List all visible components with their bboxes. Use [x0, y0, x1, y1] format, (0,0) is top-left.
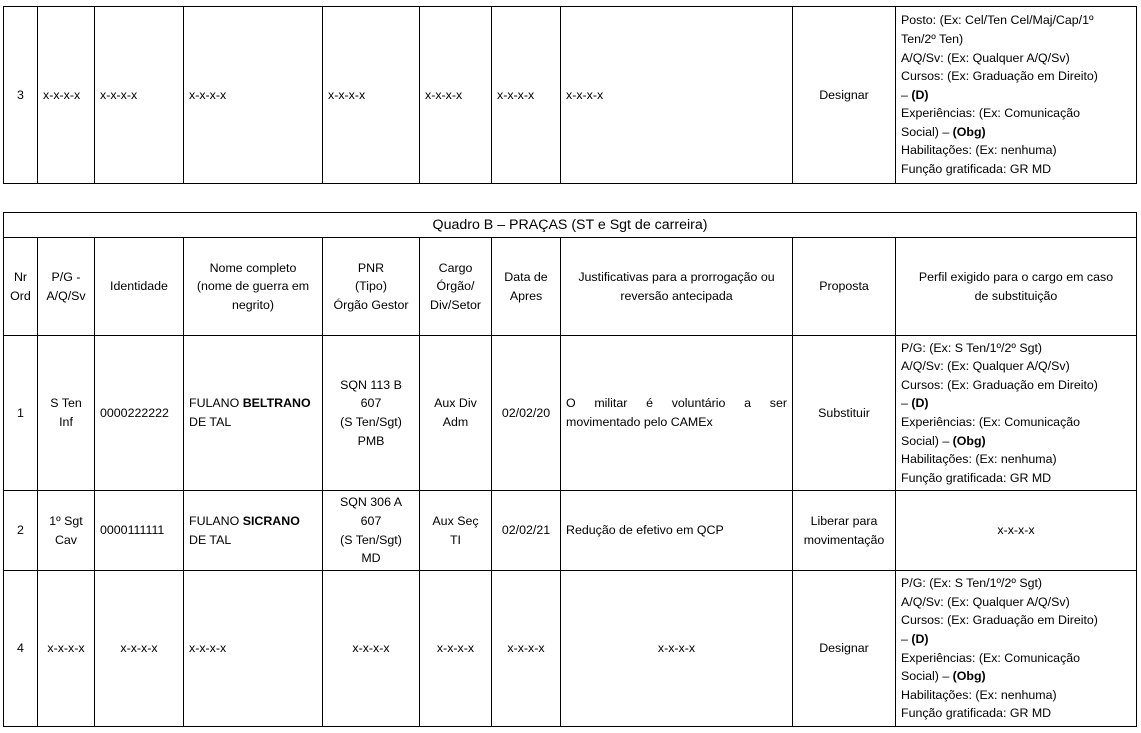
cell-nome: x-x-x-x — [184, 571, 323, 727]
cell-pnr — [323, 336, 420, 491]
nome-text: FULANO — [189, 396, 243, 411]
cell-justificativa: x-x-x-x — [561, 7, 793, 184]
perfil-line — [901, 667, 1131, 686]
header-justificativa — [561, 238, 793, 336]
perfil-line: Ten/2º Ten) — [901, 31, 964, 46]
cell-data: 02/02/21 — [492, 491, 561, 571]
cell-cargo — [420, 336, 492, 491]
perfil-bold: (Obg) — [952, 669, 986, 684]
cell-line — [189, 512, 317, 531]
nome-guerra: BELTRANO — [242, 396, 311, 411]
perfil-text: – — [901, 87, 912, 102]
cell-line: (S Ten/Sgt) — [340, 415, 402, 429]
cell-justificativa: x-x-x-x — [561, 571, 793, 727]
cell-proposta: Designar — [793, 7, 896, 184]
header-line: A/Q/Sv — [46, 288, 86, 303]
quadro-b-table — [3, 212, 1137, 727]
quadro-a-table — [3, 6, 1137, 184]
perfil-line: Experiências: (Ex: Comunicação — [901, 415, 1081, 429]
perfil-line: A/Q/Sv: (Ex: Qualquer A/Q/Sv) — [901, 359, 1070, 374]
header-line: P/G - — [51, 269, 81, 284]
cell-line: 607 — [360, 396, 382, 411]
perfil-line: P/G: (Ex: S Ten/1º/2º Sgt) — [901, 576, 1043, 591]
table-row — [4, 571, 1137, 727]
cell-nr-ord: 1 — [4, 336, 38, 491]
cell-line: Inf — [59, 415, 73, 429]
cell-line: TI — [449, 532, 461, 547]
header-proposta: Proposta — [793, 238, 896, 336]
cell-line: 1º Sgt — [49, 513, 83, 528]
perfil-bold: (Obg) — [952, 124, 986, 139]
header-line: Apres — [509, 288, 543, 303]
cell-line: 607 — [360, 513, 382, 528]
cell-pg — [38, 336, 95, 491]
perfil-line: A/Q/Sv: (Ex: Qualquer A/Q/Sv) — [901, 50, 1070, 65]
header-line: Órgão Gestor — [333, 297, 409, 312]
cell-justificativa — [561, 336, 793, 491]
header-line: PNR — [357, 260, 385, 275]
cell-line: S Ten — [50, 396, 82, 411]
header-line: (nome de guerra em — [196, 279, 310, 294]
cell-proposta — [793, 491, 896, 571]
cell-identidade: x-x-x-x — [95, 7, 184, 184]
perfil-line: A/Q/Sv: (Ex: Qualquer A/Q/Sv) — [901, 594, 1070, 609]
header-line: reversão antecipada — [620, 288, 733, 303]
table-row — [4, 7, 1137, 184]
cell-data: x-x-x-x — [492, 571, 561, 727]
perfil-bold: (D) — [911, 87, 929, 102]
cell-nome — [184, 336, 323, 491]
cell-line: Aux Div — [434, 396, 477, 411]
cell-pg — [38, 491, 95, 571]
cell-pnr: x-x-x-x — [323, 7, 420, 184]
perfil-line — [901, 432, 1131, 451]
perfil-line: P/G: (Ex: S Ten/1º/2º Sgt) — [901, 340, 1043, 355]
perfil-bold: (D) — [911, 396, 929, 411]
perfil-line: Experiências: (Ex: Comunicação — [901, 650, 1081, 665]
cell-line: SQN 306 A — [340, 495, 402, 510]
cell-perfil — [896, 7, 1137, 184]
cell-line: Adm — [442, 415, 469, 429]
cell-pg: x-x-x-x — [38, 7, 95, 184]
header-line: (Tipo) — [355, 279, 387, 294]
perfil-line — [901, 86, 1131, 105]
header-line: Perfil exigido para o cargo em caso — [918, 269, 1114, 284]
perfil-line: Experiências: (Ex: Comunicação — [901, 106, 1081, 121]
cell-proposta: Designar — [793, 571, 896, 727]
perfil-text: Social) – — [901, 669, 953, 684]
nome-guerra: SICRANO — [242, 513, 300, 528]
header-line: Cargo — [438, 260, 473, 275]
nome-text: FULANO — [189, 513, 243, 528]
table-row — [4, 491, 1137, 571]
perfil-line: Habilitações: (Ex: nenhuma) — [901, 143, 1057, 158]
perfil-text: Social) – — [901, 124, 953, 139]
perfil-line: Cursos: (Ex: Graduação em Direito) — [901, 377, 1098, 392]
header-line: Justificativas para a prorrogação ou — [578, 269, 775, 284]
header-perfil — [896, 238, 1137, 336]
perfil-text: – — [901, 396, 912, 411]
perfil-line: Cursos: (Ex: Graduação em Direito) — [901, 613, 1098, 628]
perfil-line: Função gratificada: GR MD — [901, 706, 1052, 721]
perfil-line: Posto: (Ex: Cel/Ten Cel/Maj/Cap/1º — [901, 13, 1094, 28]
cell-pg: x-x-x-x — [38, 571, 95, 727]
header-line: Órgão/ — [436, 279, 475, 294]
cell-perfil — [896, 571, 1137, 727]
header-pnr — [323, 238, 420, 336]
header-nr-ord — [4, 238, 38, 336]
header-line: Nome completo — [209, 260, 297, 275]
cell-line: movimentado pelo CAMEx — [566, 415, 713, 429]
perfil-line — [901, 394, 1131, 413]
header-cargo — [420, 238, 492, 336]
cell-pnr: x-x-x-x — [323, 571, 420, 727]
header-line: Nr — [13, 269, 28, 284]
perfil-text: – — [901, 631, 912, 646]
cell-identidade: 0000222222 — [95, 336, 184, 491]
cell-identidade: 0000111111 — [95, 491, 184, 571]
header-line: Div/Setor — [430, 297, 481, 312]
cell-perfil: x-x-x-x — [896, 491, 1137, 571]
header-row — [4, 238, 1137, 336]
cell-line: DE TAL — [189, 415, 232, 429]
cell-line: DE TAL — [189, 532, 232, 547]
cell-pnr — [323, 491, 420, 571]
perfil-bold: (D) — [911, 631, 929, 646]
header-pg — [38, 238, 95, 336]
header-line: de substituição — [974, 288, 1058, 303]
cell-proposta: Substituir — [793, 336, 896, 491]
header-data — [492, 238, 561, 336]
cell-line: SQN 113 B — [340, 377, 402, 392]
perfil-bold: (Obg) — [952, 433, 986, 448]
perfil-text: Social) – — [901, 433, 953, 448]
perfil-line — [901, 123, 1131, 142]
cell-identidade: x-x-x-x — [95, 571, 184, 727]
header-line: Ord — [10, 288, 31, 303]
perfil-line: Função gratificada: GR MD — [901, 162, 1052, 177]
cell-nome: x-x-x-x — [184, 7, 323, 184]
caption-row — [4, 213, 1137, 238]
cell-data: x-x-x-x — [492, 7, 561, 184]
header-identidade: Identidade — [95, 238, 184, 336]
cell-cargo: x-x-x-x — [420, 571, 492, 727]
perfil-line: Função gratificada: GR MD — [901, 470, 1052, 485]
cell-line — [189, 394, 317, 413]
cell-nr-ord: 3 — [4, 7, 38, 184]
cell-cargo — [420, 491, 492, 571]
cell-cargo: x-x-x-x — [420, 7, 492, 184]
perfil-line: Cursos: (Ex: Graduação em Direito) — [901, 69, 1098, 84]
cell-justificativa: Redução de efetivo em QCP — [561, 491, 793, 571]
cell-line: Liberar para — [810, 513, 878, 528]
cell-line: Cav — [54, 532, 78, 547]
cell-line: (S Ten/Sgt) — [340, 532, 402, 547]
cell-perfil — [896, 336, 1137, 491]
header-nome — [184, 238, 323, 336]
cell-line: O militar é voluntário a ser — [566, 396, 787, 411]
cell-nome — [184, 491, 323, 571]
header-line: negrito) — [231, 297, 274, 312]
perfil-line — [901, 630, 1131, 649]
perfil-line: Habilitações: (Ex: nenhuma) — [901, 687, 1057, 702]
cell-nr-ord: 4 — [4, 571, 38, 727]
cell-data: 02/02/20 — [492, 336, 561, 491]
cell-line: movimentação — [803, 532, 885, 547]
table-row — [4, 336, 1137, 491]
cell-line: MD — [361, 551, 381, 566]
cell-line: Aux Seç — [432, 513, 479, 528]
cell-line: PMB — [357, 433, 385, 448]
cell-nr-ord: 2 — [4, 491, 38, 571]
table-caption: Quadro B – PRAÇAS (ST e Sgt de carreira) — [4, 213, 1137, 238]
perfil-line: Habilitações: (Ex: nenhuma) — [901, 452, 1057, 467]
header-line: Data de — [504, 269, 548, 284]
